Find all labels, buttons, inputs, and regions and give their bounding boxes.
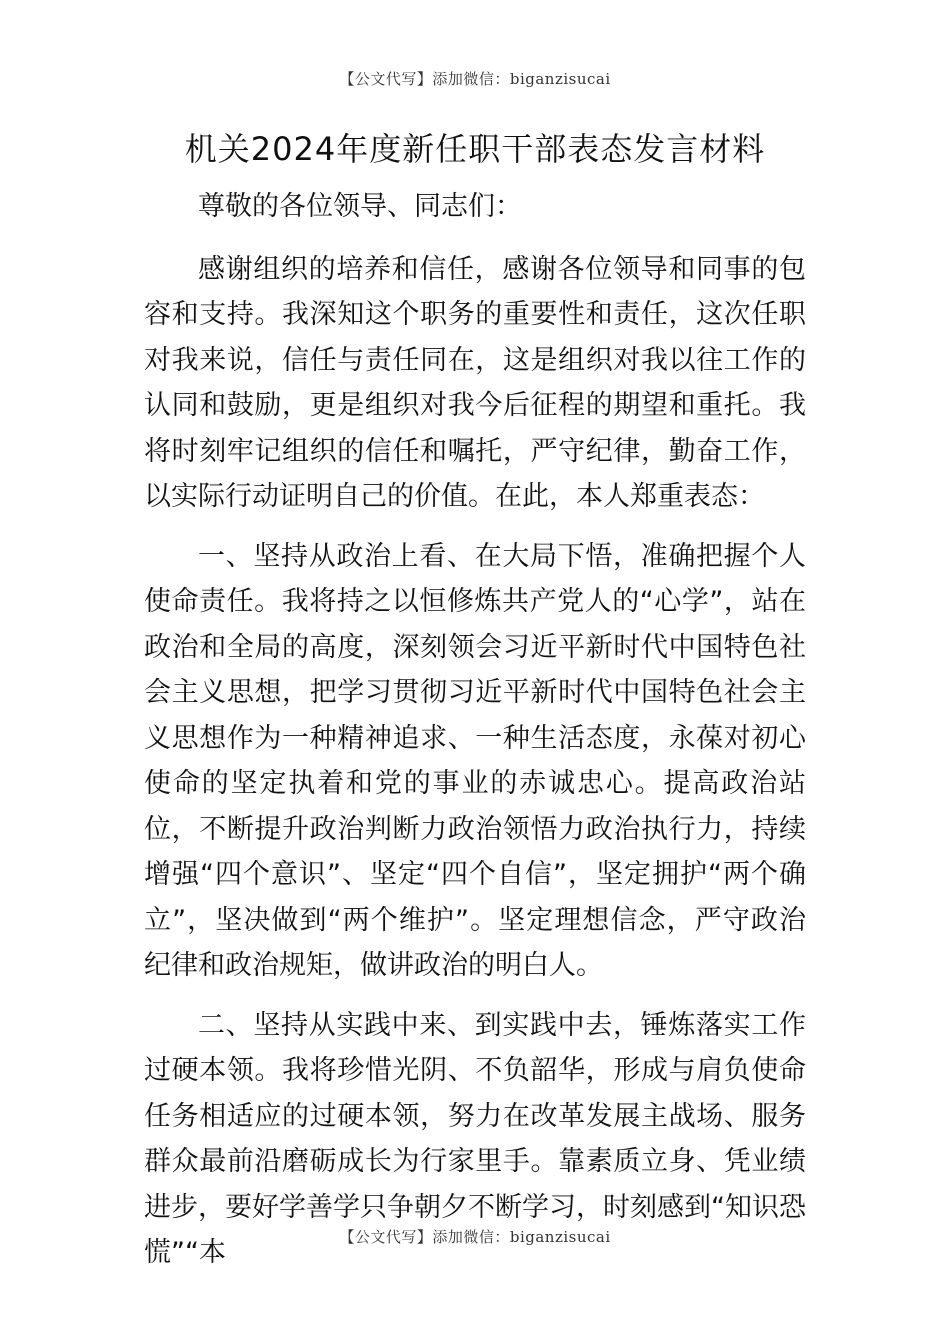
header-watermark: 【公文代写】添加微信：biganzisucai: [339, 70, 611, 88]
document-title: 机关2024年度新任职干部表态发言材料: [184, 130, 766, 168]
paragraph-gratitude: 感谢组织的培养和信任，感谢各位领导和同事的包容和支持。我深知这个职务的重要性和责任，这次任职对我来说，信任与责任同在，这是组织对我以往工作的认同和鼓励，更是组织对我今后征程的期望和重托。我将时刻牢记组织的信任和嘱托，严守纪律，勤奋工作，以实际行动证明自己的价值。在此，本人郑重表态：: [144, 253, 806, 512]
paragraph-point-two: 二、坚持从实践中来、到实践中去，锤炼落实工作过硬本领。我将珍惜光阴、不负韶华，形成与肩负使命任务相适应的过硬本领，努力在改革发展主战场、服务群众最前沿磨砺成长为行家里手。靠素质立身、凭业绩进步，要好学善学只争朝夕不断学习，时刻感到“知识恐慌”“本: [144, 1009, 806, 1268]
document-body: [144, 184, 806, 1290]
greeting-paragraph: 尊敬的各位领导、同志们：: [198, 191, 522, 222]
footer-watermark: 【公文代写】添加微信：biganzisucai: [339, 1228, 611, 1246]
paragraph-point-one: 一、坚持从政治上看、在大局下悟，准确把握个人使命责任。我将持之以恒修炼共产党人的“心学”，站在政治和全局的高度，深刻领会习近平新时代中国特色社会主义思想，把学习贯彻习近平新时代中国特色社会主义思想作为一种精神追求、一种生活态度，永葆对初心使命的坚定执着和党的事业的赤诚忠心。提高政治站位，不断提升政治判断力政治领悟力政治执行力，持续增强“四个意识”、坚定“四个自信”，坚定拥护“两个确立”，坚决做到“两个维护”。坚定理想信念，严守政治纪律和政治规矩，做讲政治的明白人。: [144, 540, 806, 981]
